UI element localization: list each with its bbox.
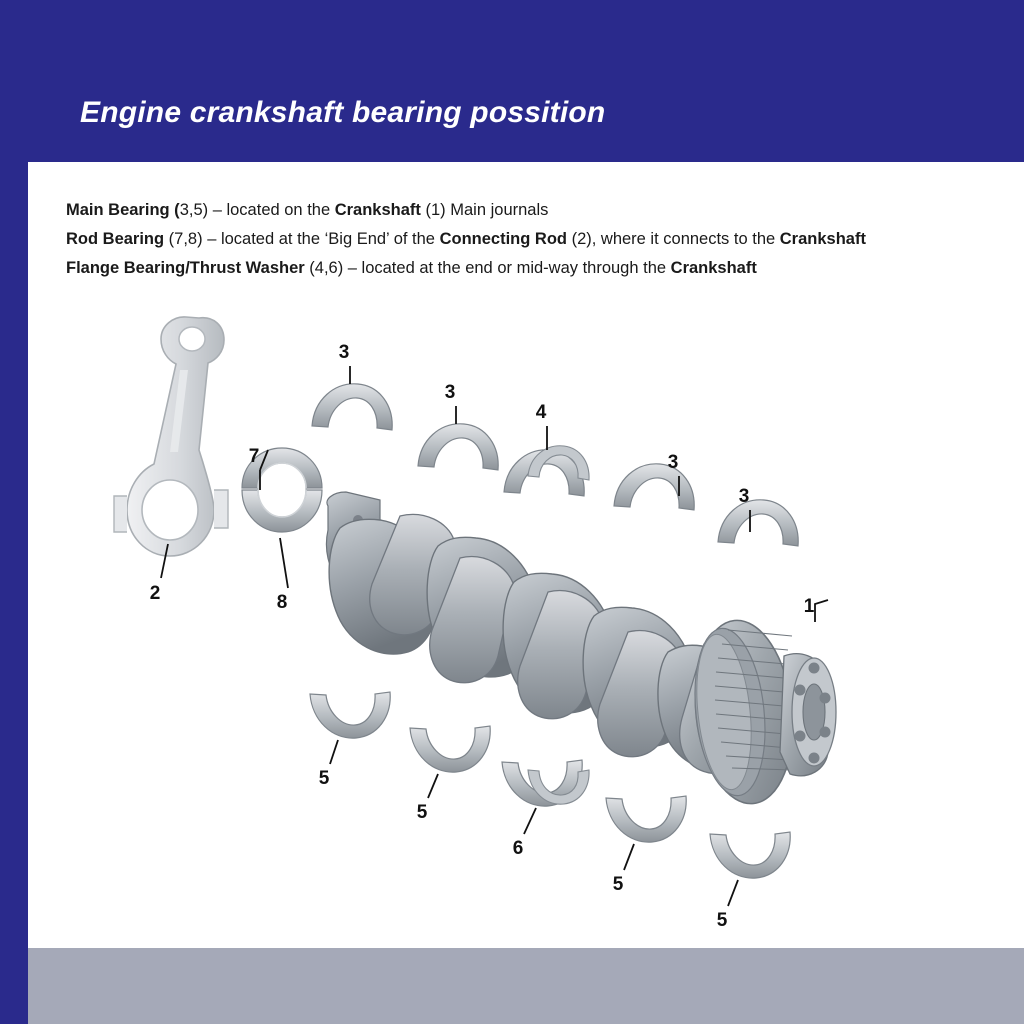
desc2-bold-rod-bearing: Rod Bearing bbox=[66, 230, 165, 248]
desc2-bold-connecting-rod: Connecting Rod bbox=[439, 230, 567, 248]
main-bearing-shell-3-d bbox=[718, 500, 798, 546]
connecting-rod-part bbox=[114, 317, 228, 556]
description-block bbox=[66, 196, 996, 283]
rod-bearing-shell-8 bbox=[242, 490, 322, 532]
main-bearing-shell-5-b bbox=[410, 726, 490, 772]
callout-3-b: 3 bbox=[444, 382, 456, 403]
description-line-3 bbox=[66, 254, 996, 283]
callout-6: 6 bbox=[512, 838, 524, 859]
callout-5-b: 5 bbox=[416, 802, 428, 823]
description-line-2 bbox=[66, 225, 996, 254]
main-bearing-shell-5-a bbox=[310, 692, 390, 738]
crankshaft-exploded-diagram bbox=[28, 300, 1024, 948]
header-bar bbox=[0, 0, 1024, 162]
callout-5-d: 5 bbox=[716, 910, 728, 931]
desc2-bold-crankshaft: Crankshaft bbox=[779, 230, 866, 248]
callout-5-c: 5 bbox=[612, 874, 624, 895]
desc2-text-b: (2), where it connects to the bbox=[566, 230, 780, 248]
footer-left-accent bbox=[0, 948, 28, 1024]
desc3-text-a: (4,6) – located at the end or mid-way through the bbox=[304, 259, 671, 277]
main-bearing-shell-3-b bbox=[418, 424, 498, 470]
callout-3-d: 3 bbox=[738, 486, 750, 507]
flange-bearing-4 bbox=[504, 446, 589, 496]
main-bearing-shell-5-d bbox=[710, 832, 790, 878]
desc1-bold-main-bearing: Main Bearing ( bbox=[66, 201, 180, 219]
desc3-bold-crankshaft: Crankshaft bbox=[670, 259, 757, 277]
callout-4: 4 bbox=[535, 402, 547, 423]
main-bearing-shell-5-c bbox=[606, 796, 686, 842]
page-title: Engine crankshaft bearing possition bbox=[80, 96, 606, 129]
callout-7: 7 bbox=[248, 446, 260, 467]
description-line-1 bbox=[66, 196, 996, 225]
desc1-text-a: 3,5) – located on the bbox=[179, 201, 335, 219]
callout-5-a: 5 bbox=[318, 768, 330, 789]
callout-3-c: 3 bbox=[667, 452, 679, 473]
flange-bearing-6 bbox=[502, 760, 589, 806]
callout-1: 1 bbox=[803, 596, 815, 617]
callout-3-a: 3 bbox=[338, 342, 350, 363]
desc1-bold-crankshaft: Crankshaft bbox=[334, 201, 421, 219]
desc2-text-a: (7,8) – located at the ‘Big End’ of the bbox=[164, 230, 440, 248]
desc1-text-b: (1) Main journals bbox=[420, 201, 549, 219]
desc3-bold-flange-bearing: Flange Bearing/Thrust Washer bbox=[66, 259, 305, 277]
main-bearing-shell-3-c bbox=[614, 464, 694, 510]
main-bearing-shell-3-a bbox=[312, 384, 392, 430]
callout-2: 2 bbox=[149, 583, 161, 604]
footer-bar bbox=[0, 948, 1024, 1024]
callout-8: 8 bbox=[276, 592, 288, 613]
